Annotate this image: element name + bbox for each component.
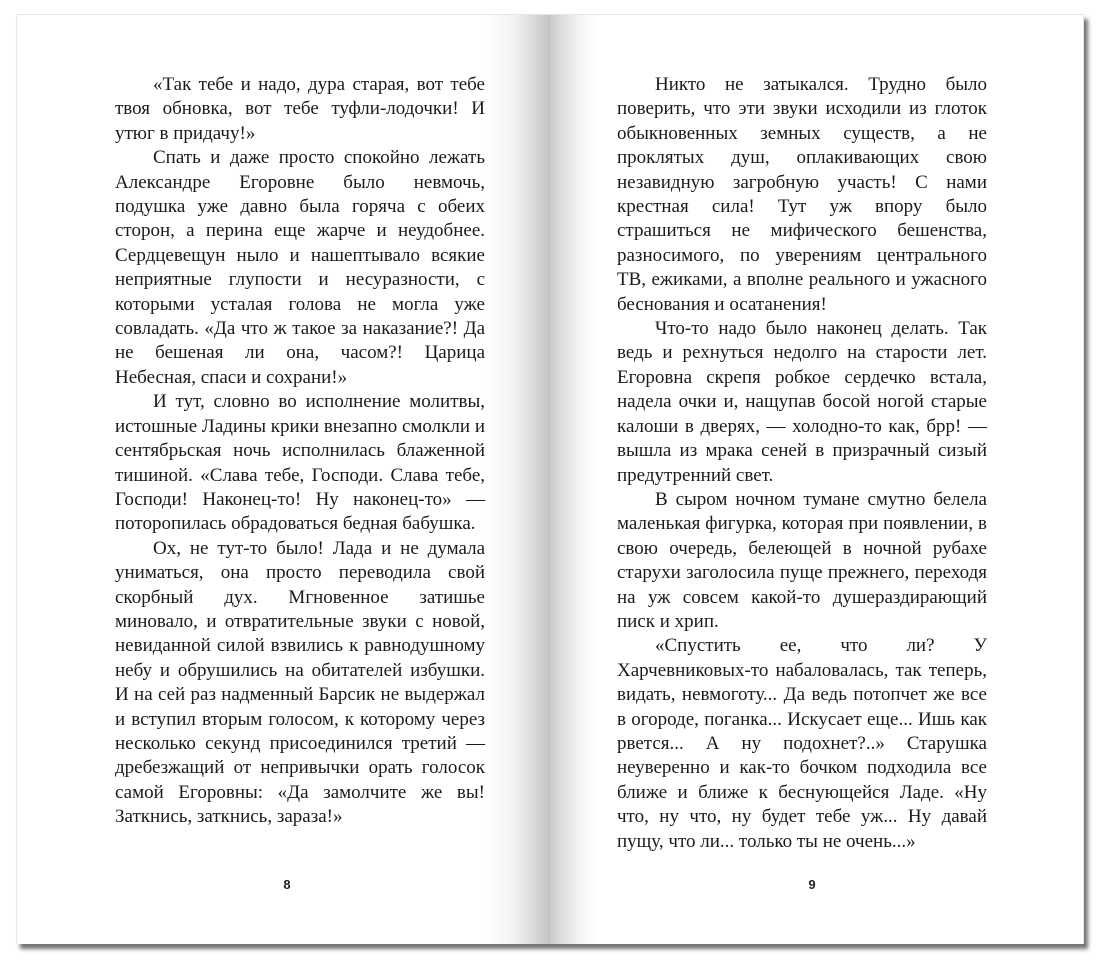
paragraph: «Спустить ее, что ли? У Харчевниковых-то набаловалась, так теперь, видать, невмоготу... Да ведь потопчет же все в огороде, поганка... Искусает еще... Ишь как рвется... А ну подохнет?..» Старушка неуверенно и как-то бочком подходила все ближе и ближе к беснующейся Ладе. «Ну что, ну что, ну будет тебе уж... Ну давай пущу, что ли... только ты не очень...» (617, 635, 987, 852)
right-page-text (617, 73, 987, 854)
paragraph: В сыром ночном тумане смутно белела маленькая фигурка, которая при появлении, в свою очередь, белеющей в ночной рубахе старухи заголосила пуще прежнего, переходя на уж совсем какой-то душераздирающий писк и хрип. (617, 488, 987, 632)
paragraph: Никто не затыкался. Трудно было поверить, что эти звуки исходили из глоток обыкновенных земных существ, а не проклятых душ, оплакивающих свою незавидную загробную участь! С нами крестная сила! Тут уж впору было страшиться не мифического бешенства, разносимого, по уверениям центрального ТВ, ежиками, а вполне реального и ужасного беснования и осатанения! (617, 74, 987, 315)
left-page-text (115, 73, 485, 830)
paragraph: Что-то надо было наконец делать. Так ведь и рехнуться недолго на старости лет. Егоровна скрепя робкое сердечко встала, надела очки и, нащупав босой ногой старые калоши в дверях, — холодно-то как, брр! — вышла из мрака сеней в призрачный сизый предутренний свет. (617, 318, 987, 486)
right-page (550, 14, 1084, 944)
paragraph: Ох, не тут-то было! Лада и не думала униматься, она просто переводила свой скорбный дух. Мгновенное затишье миновало, и отвратительные звуки с новой, невиданной силой взвились к равнодушному небу и обрушились на обитателей избушки. И на сей раз надменный Барсик не выдержал и вступил вторым голосом, к которому через несколько секунд присоединился третий — дребезжащий от непривычки орать голосок самой Егоровны: «Да замолчите же вы! Заткнись, заткнись, зараза!» (115, 537, 485, 828)
page-number: 9 (808, 877, 816, 892)
left-page (16, 14, 550, 944)
paragraph: «Так тебе и надо, дура старая, вот тебе твоя обновка, вот тебе туфли-лодочки! И утюг в придачу!» (115, 74, 485, 144)
page-number: 8 (283, 877, 291, 892)
paragraph: Спать и даже просто спокойно лежать Александре Егоровне было невмочь, подушка уже давно была горяча с обеих сторон, а перина еще жарче и неудобнее. Сердцевещун ныло и нашептывало всякие неприятные глупости и несуразности, с которыми усталая голова не могла уже совладать. «Да что ж такое за наказание?! Да не бешеная ли она, часом?! Царица Небесная, спаси и сохрани!» (115, 147, 485, 388)
book-spread (16, 14, 1084, 944)
paragraph: И тут, словно во исполнение молитвы, истошные Ладины крики внезапно смолкли и сентябрьская ночь исполнилась блаженной тишиной. «Слава тебе, Господи. Слава тебе, Господи! Наконец-то! Ну наконец-то» — поторопилась обрадоваться бедная бабушка. (115, 391, 485, 535)
